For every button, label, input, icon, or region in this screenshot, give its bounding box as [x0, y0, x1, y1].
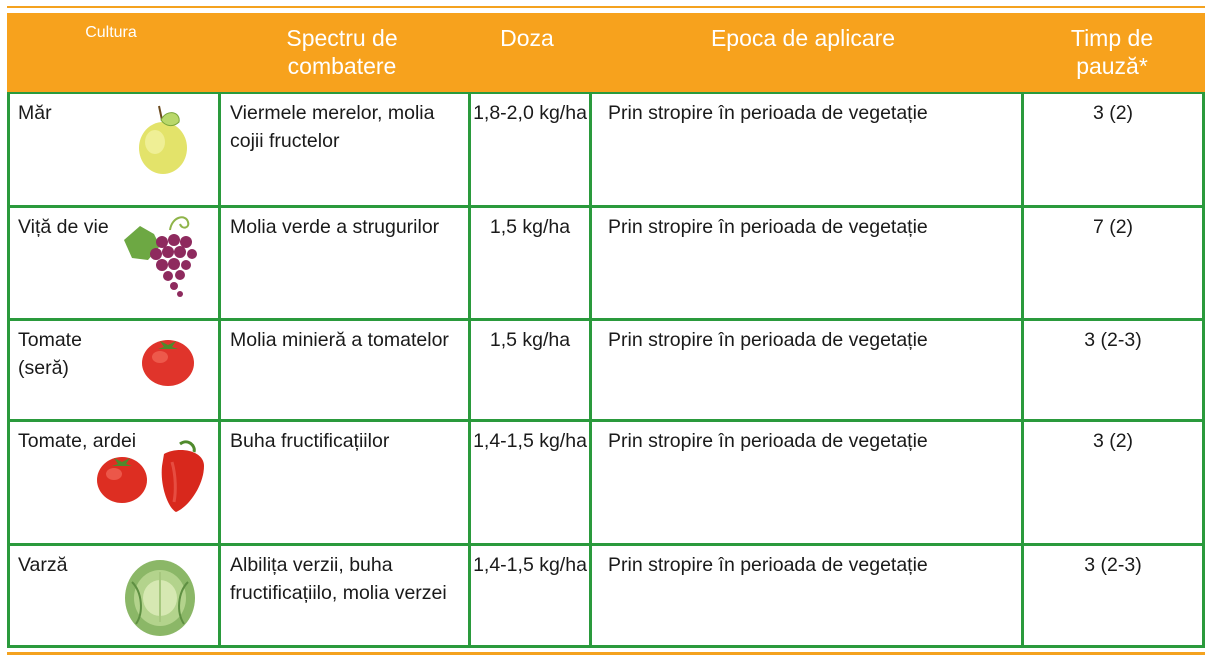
grapes-icon — [120, 212, 205, 302]
cell-spectru: Molia minieră a tomatelor — [230, 329, 449, 351]
tomato-icon — [138, 331, 198, 389]
bottom-orange-line — [7, 652, 1205, 655]
header-epoca: Epoca de aplicare — [710, 25, 896, 51]
header-cultura: Cultura — [85, 24, 137, 41]
cell-doza: 1,5 kg/ha — [489, 216, 571, 238]
cell-cultura: Tomate (seră) — [18, 329, 82, 379]
cell-cultura: Măr — [18, 102, 52, 124]
header-doza: Doza — [500, 25, 554, 51]
table-row — [10, 94, 1202, 205]
table-header — [7, 13, 1205, 92]
cell-cultura: Varză — [18, 554, 68, 576]
cell-spectru: Viermele merelor, molia cojii fructelor — [230, 102, 435, 152]
cabbage-icon — [122, 552, 198, 638]
table-row — [10, 543, 1202, 645]
header-timp: Timp de pauză* — [1070, 25, 1154, 79]
tomato-pepper-icon — [92, 436, 212, 516]
cell-epoca: Prin stropire în perioada de vegetație — [608, 554, 928, 576]
data-table — [7, 92, 1205, 648]
cell-doza: 1,8-2,0 kg/ha — [473, 102, 587, 124]
cell-cultura: Viță de vie — [18, 216, 109, 238]
cell-timp: 7 (2) — [1092, 216, 1134, 238]
cell-doza: 1,4-1,5 kg/ha — [473, 430, 587, 452]
cell-cultura: Tomate, ardei — [18, 430, 137, 452]
table-row — [10, 318, 1202, 419]
cell-epoca: Prin stropire în perioada de vegetație — [608, 216, 928, 238]
table-row — [10, 205, 1202, 318]
cell-timp: 3 (2-3) — [1084, 329, 1142, 351]
cell-doza: 1,5 kg/ha — [489, 329, 571, 351]
cell-epoca: Prin stropire în perioada de vegetație — [608, 430, 928, 452]
cell-spectru: Buha fructificațiilor — [230, 430, 390, 452]
header-spectru: Spectru de combatere — [286, 25, 398, 79]
cell-spectru: Albilița verzii, buha fructificațiilo, molia verzei — [230, 554, 447, 604]
top-orange-line — [7, 6, 1205, 8]
cell-epoca: Prin stropire în perioada de vegetație — [608, 102, 928, 124]
cell-timp: 3 (2-3) — [1084, 554, 1142, 576]
cell-doza: 1,4-1,5 kg/ha — [473, 554, 587, 576]
cell-timp: 3 (2) — [1092, 102, 1134, 124]
table-row — [10, 419, 1202, 543]
cell-spectru: Molia verde a strugurilor — [230, 216, 440, 238]
apple-icon — [135, 104, 190, 176]
cell-epoca: Prin stropire în perioada de vegetație — [608, 329, 928, 351]
cell-timp: 3 (2) — [1092, 430, 1134, 452]
